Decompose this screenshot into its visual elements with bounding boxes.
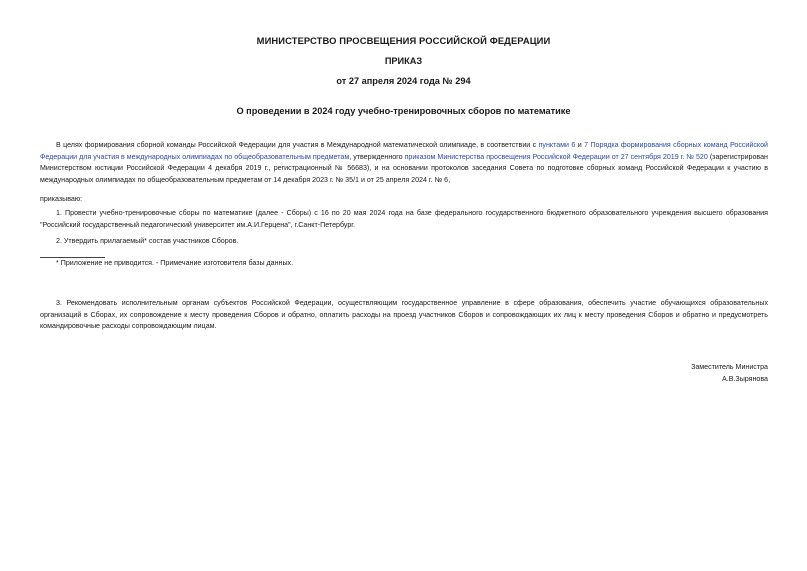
intro-paragraph xyxy=(40,140,768,186)
link-paragraph-7[interactable]: 7 xyxy=(584,141,589,149)
link-procedure[interactable]: Порядка формирования сборных команд Российской Федерации для участия в международных олимпиадах по общеобразовательным предметам xyxy=(40,141,768,161)
intro-text-4: , утвержденного xyxy=(349,152,405,161)
link-order-520[interactable]: приказом Министерства просвещения Российской Федерации от 27 сентября 2019 г. № 520 xyxy=(404,152,708,161)
document-date-number: от 27 апреля 2024 года № 294 xyxy=(336,76,471,86)
footnote: * Приложение не приводится. - Примечание изготовителя базы данных. xyxy=(56,259,294,267)
item-1-paragraph: 1. Провести учебно-тренировочные сборы по математике (далее - Сборы) с 16 по 20 мая 2024 года на базе федерального государственного бюджетного образовательного учреждения высшего образования "Российский государственный педагогический университет им.А.И.Герцена", г.Санкт-Петербург. xyxy=(40,209,768,229)
signature-block xyxy=(691,362,768,385)
intro-text-2: и xyxy=(575,141,585,149)
intro-text-5: (зарегистрирован Министерством юстиции Российской Федерации 4 декабря 2019 г., регистрационный № 56683), и на основании протоколов заседания Совета по подготовке сборных команд Российской Федерации к участию в международных олимпиадах по общеобразовательным предметам от 14 декабря 2023 г. № 35/1 и от 25 апреля 2024 г. № 6, xyxy=(40,152,768,184)
signature-name: А.В.Зырянова xyxy=(722,374,768,383)
signature-position: Заместитель Министра xyxy=(691,363,768,371)
item-3-paragraph: 3. Рекомендовать исполнительным органам субъектов Российской Федерации, осуществляющим государственное управление в сфере образования, обеспечить участие обучающихся образовательных организаций в Сборах, их сопровождение к месту проведения Сборов и обратно, оплатить расходы на проезд участников Сборов и сопровождающих их лиц к месту проведения Сборов и обратно и предусмотреть командировочные расходы сопровождающим лицам. xyxy=(40,299,768,331)
intro-text-1: В целях формирования сборной команды Российской Федерации для участия в Международной математической олимпиаде, в соответствии с xyxy=(56,141,539,149)
link-paragraph-6[interactable]: пунктами 6 xyxy=(538,141,576,149)
item-2-paragraph: 2. Утвердить прилагаемый* состав участников Сборов. xyxy=(56,237,239,245)
ministry-name: МИНИСТЕРСТВО ПРОСВЕЩЕНИЯ РОССИЙСКОЙ ФЕДЕРАЦИИ xyxy=(256,35,551,46)
document-title: О проведении в 2024 году учебно-тренировочных сборов по математике xyxy=(236,106,571,116)
document-type: ПРИКАЗ xyxy=(384,56,423,66)
order-word: приказываю: xyxy=(40,195,83,203)
